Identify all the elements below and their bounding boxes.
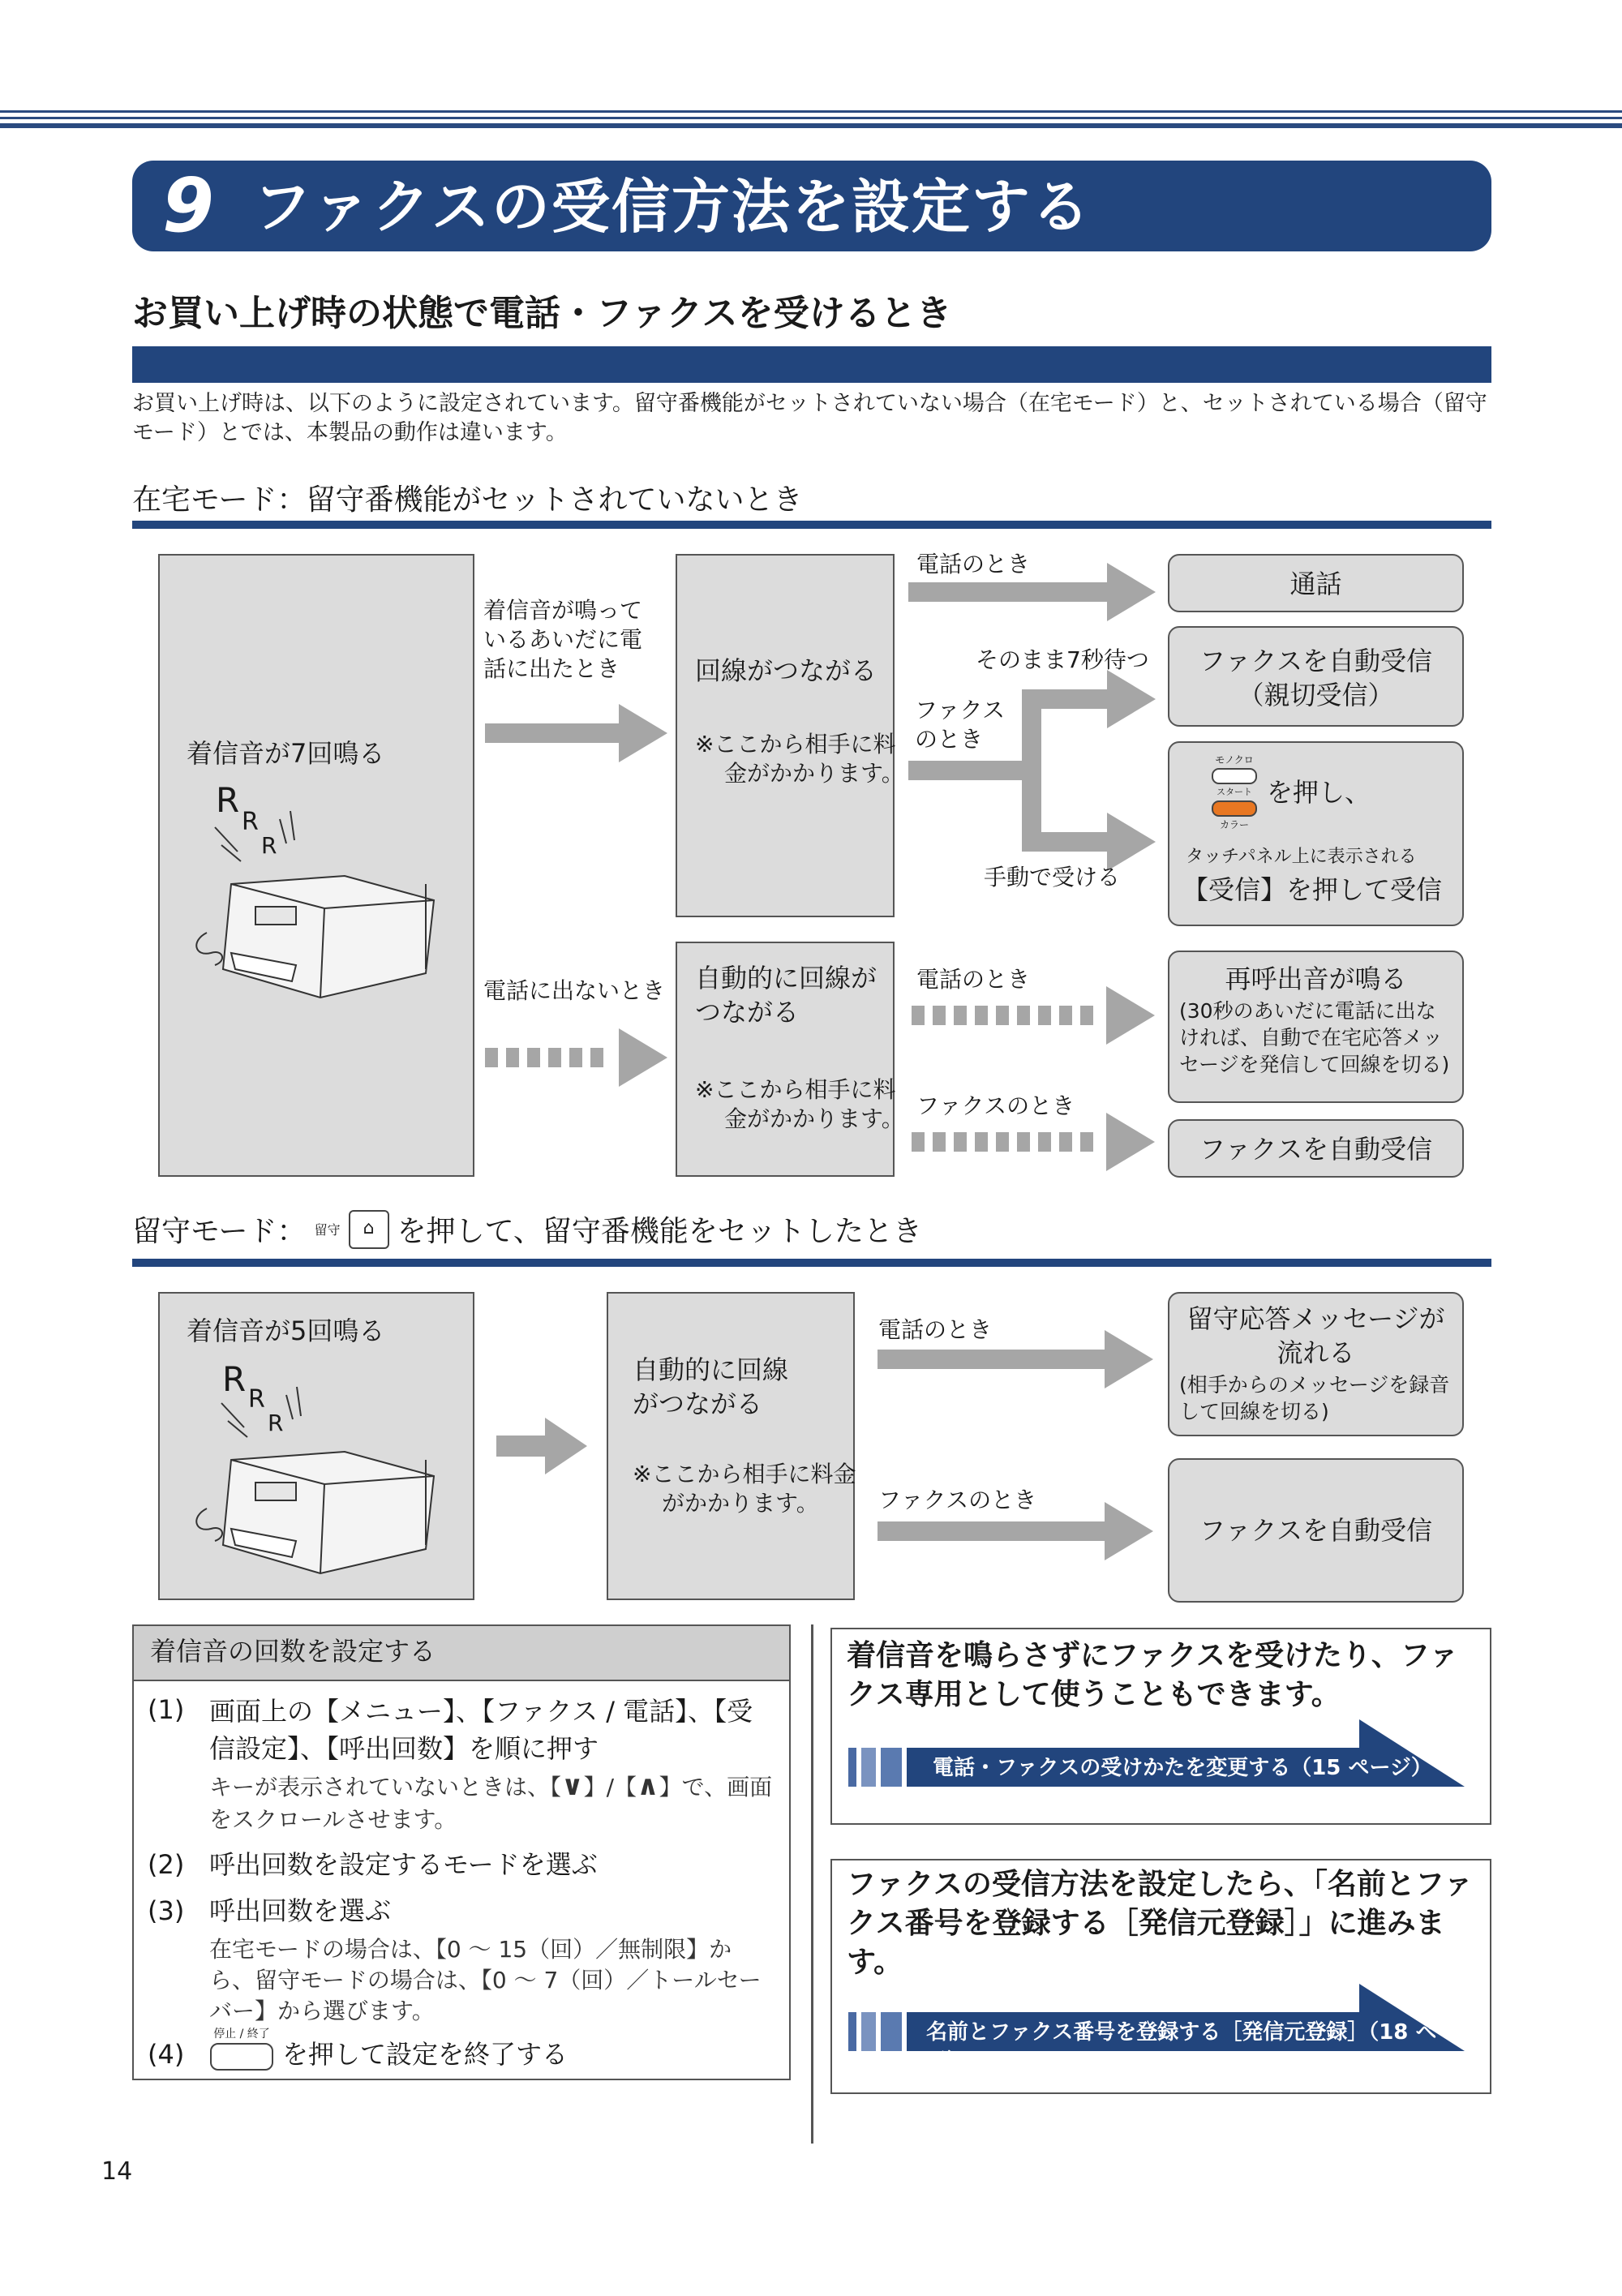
away-phone-arrow (878, 1330, 1153, 1388)
intro-text: お買い上げ時は、以下のように設定されています。留守番機能がセットされていない場合（在宅モード）と、セットされている場合（留守モード）とでは、本製品の動作は違います。 (132, 391, 1487, 445)
stop-key-icon (210, 2043, 273, 2071)
stop-key-label: 停止 / 終了 (213, 2028, 270, 2041)
chapter-number: 9 (162, 162, 215, 249)
color-button-icon (1212, 800, 1257, 817)
away-connect-note: ※ここから相手に料金がかかります。 (633, 1461, 856, 1517)
start-button-group (1210, 754, 1259, 830)
home-auto-connect-note: ※ここから相手に料金がかかります。 (695, 1076, 904, 1132)
step1-note-post: 】で、画面をスクロールさせます。 (209, 1774, 773, 1833)
home-connect-label: 回線がつながる (695, 655, 878, 686)
away-result-auto-fax (1168, 1458, 1464, 1603)
tip-box-2-text: ファクスの受信方法を設定したら、「名前とファクス番号を登録する［発信元登録］」に進みます。 (847, 1868, 1474, 1979)
away-ring-label: 着信音が5回鳴る (187, 1315, 385, 1346)
home-phone-case2-label: 電話のとき (916, 966, 1031, 993)
home-result-auto-fax2-text: ファクスを自動受信 (1199, 1134, 1433, 1165)
top-rule-2 (0, 117, 1622, 119)
step1-note-mid: 】/【 (583, 1774, 637, 1800)
home-phone-arrow (908, 563, 1156, 621)
away-mode-rule (132, 1259, 1491, 1267)
home-ring-r1: R (216, 780, 240, 820)
home-fax-branch-arrow (908, 670, 1156, 873)
step3-note: 在宅モードの場合は、【0 〜 15（回）／無制限】から、留守モードの場合は、【0 〜 7（回）／トールセーバー】から選びます。 (209, 1936, 762, 2024)
home-result-call-text: 通話 (1289, 569, 1342, 599)
tip-box-1-text: 着信音を鳴らさずにファクスを受けたり、ファクス専用として使うこともできます。 (847, 1639, 1459, 1711)
home-unanswered-label: 電話に出ないとき (483, 977, 666, 1004)
home-manual-label: 手動で受ける (984, 864, 1121, 891)
tip-box-2-link[interactable]: 名前とファクス番号を登録する［発信元登録］（18 ページ） (926, 2020, 1458, 2074)
step1-text: 画面上の【メニュー】、【ファクス / 電話】、【受信設定】、【呼出回数】を順に押す (209, 1696, 753, 1764)
top-rule-1 (0, 110, 1622, 113)
chevron-up-icon: ∧ (637, 1770, 659, 1802)
away-mode-heading (132, 1208, 922, 1250)
step3-text: 呼出回数を選ぶ (209, 1895, 392, 1926)
home-result-auto-fax-text: ファクスを自動受信 (1199, 646, 1433, 676)
home-result-auto-fax2 (1168, 1119, 1464, 1178)
step1-note-pre: キーが表示されていないときは、【 (209, 1774, 562, 1800)
chevron-down-icon: ∨ (561, 1770, 584, 1802)
away-message-sub: (相手からのメッセージを録音して回線を切る) (1179, 1373, 1450, 1423)
home-ring-r2: R (242, 808, 259, 836)
home-answered-arrow (485, 704, 667, 762)
away-ring-r1: R (222, 1359, 247, 1399)
home-ring-r3: R (261, 832, 277, 859)
home-fax-machine-illustration (182, 795, 458, 1014)
tip-box-1-link[interactable]: 電話・ファクスの受けかたを変更する（15 ページ） (933, 1756, 1432, 1780)
home-wait-label: そのまま7秒待つ (976, 646, 1149, 673)
home-result-auto-fax (1168, 626, 1464, 727)
step3-num: (3) (148, 1895, 185, 1926)
home-connect-note: ※ここから相手に料金がかかります。 (695, 731, 904, 787)
home-phone-case-label: 電話のとき (916, 551, 1031, 577)
column-divider (811, 1624, 813, 2144)
step2-num: (2) (148, 1849, 185, 1880)
step4-num: (4) (148, 2039, 185, 2070)
away-key-icon: ⌂ (349, 1210, 389, 1249)
step1-note (209, 1770, 777, 1836)
step4-text: を押して設定を終了する (282, 2039, 569, 2070)
home-receive-label: 【受信】を押して受信 (1182, 874, 1443, 905)
home-unanswered-arrow (485, 1028, 667, 1087)
home-touch-panel-note: タッチパネル上に表示される (1186, 847, 1417, 867)
home-ring-label: 着信音が7回鳴る (187, 738, 385, 769)
home-press-label: を押し、 (1267, 777, 1371, 808)
away-ring-r2: R (248, 1385, 265, 1414)
away-connect-label: 自動的に回線がつながる (633, 1354, 789, 1419)
chapter-title: ファクスの受信方法を設定する (253, 173, 1092, 241)
away-fax-arrow (878, 1502, 1153, 1560)
home-result-call (1168, 554, 1464, 612)
home-recall-title: 再呼出音が鳴る (1225, 963, 1407, 994)
step1-num: (1) (148, 1694, 185, 1725)
home-result-auto-fax-sub: （親切受信） (1238, 680, 1394, 710)
home-fax-dashed-arrow (912, 1113, 1155, 1171)
btn-start-label: スタート (1216, 787, 1252, 797)
away-heading-post: を押して、留守番機能をセットしたとき (397, 1215, 922, 1248)
section-bar (132, 346, 1491, 383)
away-fax-case-label: ファクスのとき (878, 1487, 1037, 1513)
away-message-title: 留守応答メッセージが流れる (1186, 1303, 1445, 1368)
home-phone-dashed-arrow (912, 986, 1155, 1045)
section-title: お買い上げ時の状態で電話・ファクスを受けるとき (132, 293, 952, 334)
home-mode-rule (132, 521, 1491, 529)
tip-box-1-link-group[interactable] (848, 1719, 1473, 1792)
away-main-arrow (496, 1418, 587, 1474)
away-phone-case-label: 電話のとき (878, 1316, 993, 1343)
away-result-message (1168, 1292, 1464, 1436)
mono-button-icon (1212, 768, 1257, 784)
btn-color-label: カラー (1219, 819, 1249, 830)
home-answered-label: 着信音が鳴っているあいだに電話に出たとき (483, 597, 643, 682)
ring-count-title: 着信音の回数を設定する (134, 1626, 789, 1681)
home-result-recall (1168, 951, 1464, 1103)
page-number: 14 (101, 2157, 133, 2186)
away-ring-r3: R (268, 1410, 284, 1436)
away-key-label: 留守 (314, 1222, 341, 1238)
away-fax-machine-illustration (182, 1371, 458, 1590)
home-auto-connect-label: 自動的に回線がつながる (695, 963, 878, 1028)
home-fax-case-label: ファクスのとき (915, 697, 1006, 753)
top-rule-3 (0, 123, 1622, 128)
stop-key-group (209, 2028, 274, 2073)
away-connect-box (607, 1292, 855, 1600)
btn-mono-label: モノクロ (1215, 754, 1254, 766)
tip-box-2-link-group[interactable] (848, 1984, 1473, 2074)
home-mode-heading: 在宅モード：留守番機能がセットされていないとき (132, 483, 803, 517)
away-result-auto-fax-text: ファクスを自動受信 (1199, 1515, 1433, 1546)
home-fax-case2-label: ファクスのとき (916, 1092, 1075, 1119)
step2-text: 呼出回数を設定するモードを選ぶ (209, 1849, 598, 1880)
home-recall-sub: (30秒のあいだに電話に出なければ、自動で在宅応答メッセージを発信して回線を切る) (1179, 999, 1450, 1076)
away-heading-pre: 留守モード： (132, 1215, 307, 1248)
